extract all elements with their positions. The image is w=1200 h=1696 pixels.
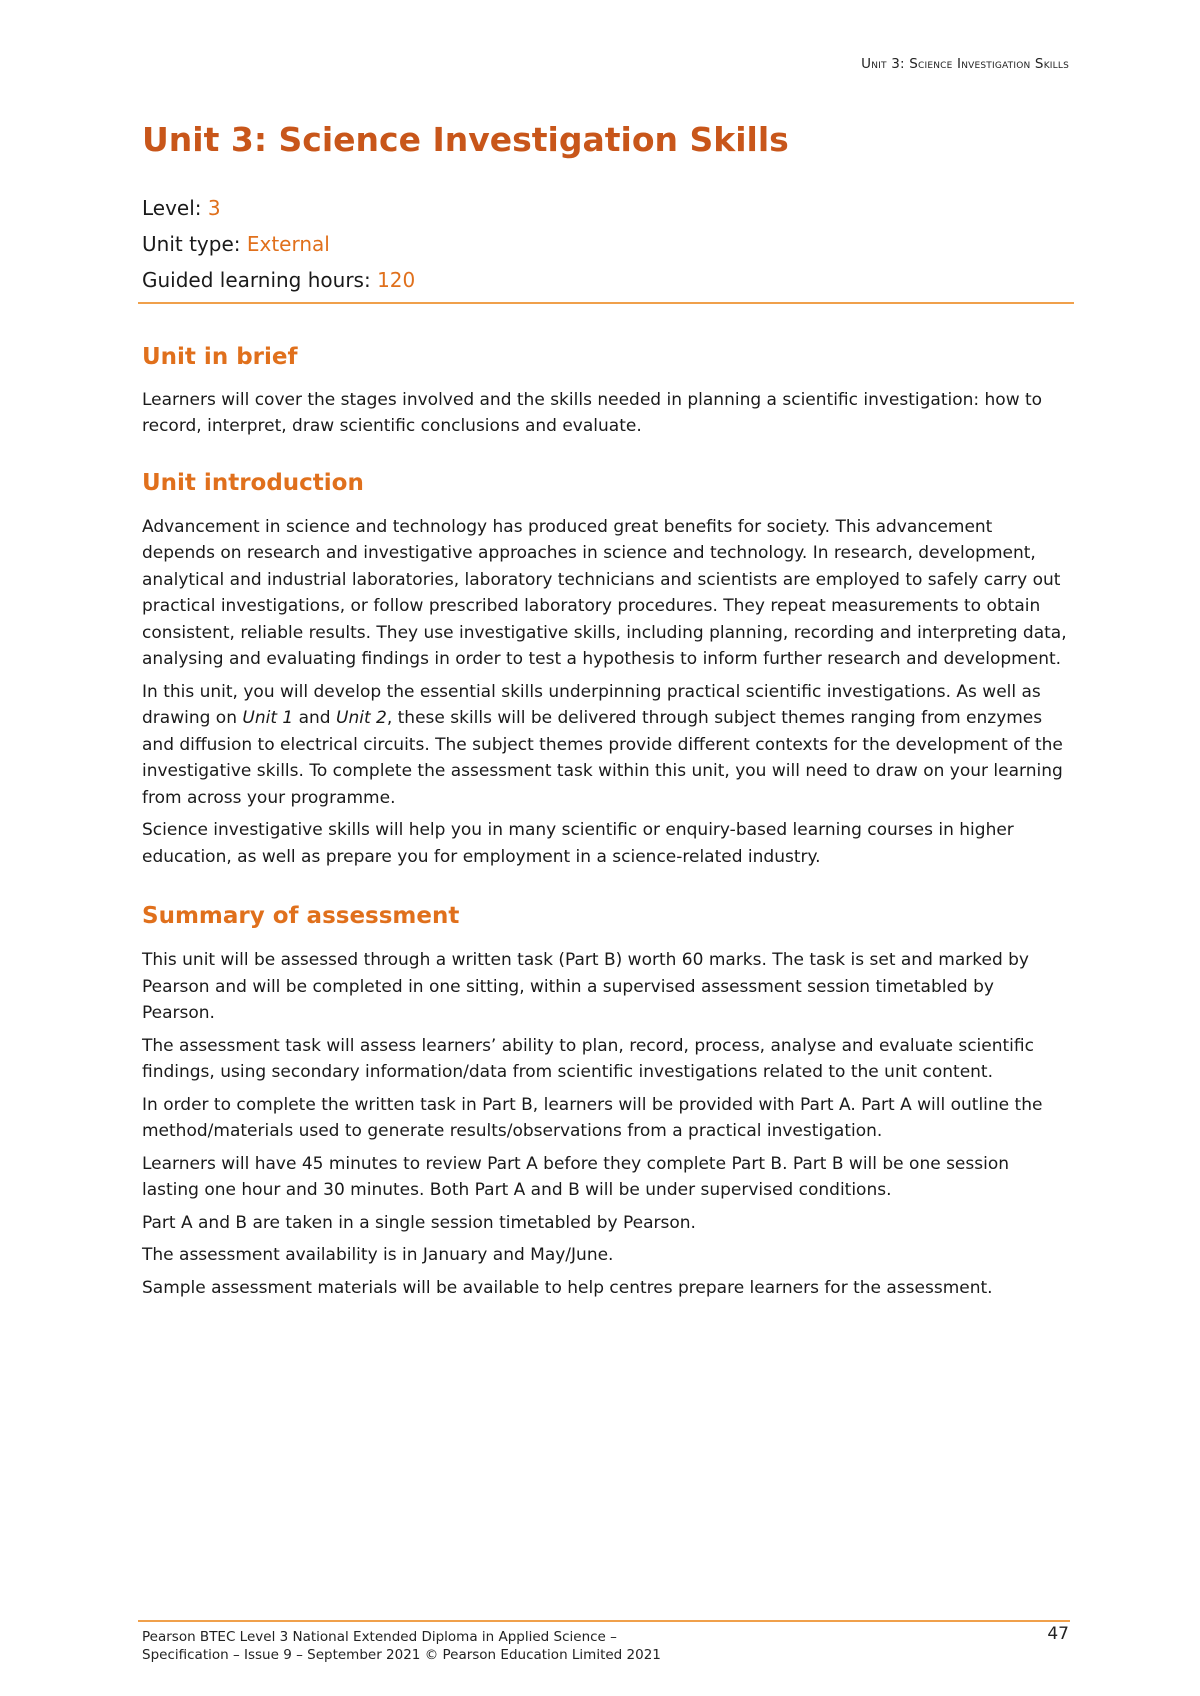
text-run: , these skills will be delivered through subject themes ranging from enzymes and diffusion to electrical circuits. The subject themes provide different contexts for the development of the investigative skills. To complete the assessment task within this unit, you will need to draw on your learning from across your programme. — [142, 708, 1063, 808]
meta-glh-label: Guided learning hours: — [142, 267, 378, 292]
unit-introduction-body — [142, 514, 1070, 871]
paragraph — [142, 679, 1070, 812]
paragraph: The assessment availability is in January and May/June. — [142, 1245, 614, 1266]
paragraph: In order to complete the written task in Part B, learners will be provided with Part A. Part A will outline the method/materials used to generate results/observations from a practical investigation. — [142, 1094, 1043, 1142]
meta-unit-type-value: External — [246, 231, 330, 256]
paragraph: Part A and B are taken in a single session timetabled by Pearson. — [142, 1212, 696, 1233]
page-content — [142, 120, 1070, 1307]
meta-unit-type-label: Unit type: — [142, 231, 247, 256]
heading-unit-introduction: Unit introduction — [142, 469, 364, 496]
paragraph: Learners will have 45 minutes to review Part A before they complete Part B. Part B will be one session lasting one hour and 30 minutes. Both Part A and B will be under supervised conditions. — [142, 1153, 1010, 1201]
meta-glh — [142, 262, 1070, 298]
paragraph: This unit will be assessed through a written task (Part B) worth 60 marks. The task is set and marked by Pearson and will be completed in one sitting, within a supervised assessment session timetabled by Pearson. — [142, 950, 1029, 1024]
heading-unit-in-brief: Unit in brief — [142, 343, 298, 370]
meta-level — [142, 190, 1070, 226]
paragraph: Learners will cover the stages involved and the skills needed in planning a scientific investigation: how to record, interpret, draw scientific conclusions and evaluate. — [142, 389, 1043, 437]
paragraph: The assessment task will assess learners’ ability to plan, record, process, analyse and evaluate scientific findings, using secondary information/data from scientific investigations related to the unit content. — [142, 1035, 1034, 1083]
meta-glh-value: 120 — [377, 267, 416, 292]
unit-in-brief-body — [142, 387, 1070, 440]
page-number: 47 — [1047, 1624, 1069, 1644]
footer — [142, 1628, 661, 1664]
paragraph: Advancement in science and technology has produced great benefits for society. This advancement depends on research and investigative approaches in science and technology. In research, development, analytical and industrial laboratories, laboratory technicians and scientists are employed to safely carry out practical investigations, or follow prescribed laboratory procedures. They repeat measurements to obtain consistent, reliable results. They use investigative skills, including planning, recording and interpreting data, analysing and evaluating findings in order to test a hypothesis to inform further research and development. — [142, 516, 1067, 670]
running-head: Unit 3: Science Investigation Skills — [861, 56, 1069, 72]
unit-meta — [142, 190, 1070, 298]
page-title: Unit 3: Science Investigation Skills — [142, 120, 789, 159]
text-run: and — [293, 708, 336, 729]
footer-line-1: Pearson BTEC Level 3 National Extended Diploma in Applied Science – — [142, 1629, 617, 1645]
footer-divider — [138, 1620, 1070, 1622]
summary-of-assessment-body — [142, 947, 1070, 1301]
unit-reference: Unit 1 — [242, 708, 294, 729]
header-divider — [138, 302, 1074, 304]
meta-level-value: 3 — [207, 195, 221, 220]
meta-level-label: Level: — [142, 195, 208, 220]
footer-line-2: Specification – Issue 9 – September 2021 © Pearson Education Limited 2021 — [142, 1647, 661, 1663]
paragraph: Sample assessment materials will be available to help centres prepare learners for the assessment. — [142, 1277, 993, 1298]
unit-reference: Unit 2 — [336, 708, 387, 729]
paragraph: Science investigative skills will help you in many scientific or enquiry-based learning courses in higher education, as well as prepare you for employment in a science-related industry. — [142, 820, 1014, 867]
heading-summary-of-assessment: Summary of assessment — [142, 903, 460, 930]
meta-unit-type — [142, 226, 1070, 262]
text-run: In this unit, you will develop the essential skills underpinning practical scientific investigations. As well as drawing on — [142, 681, 1041, 729]
